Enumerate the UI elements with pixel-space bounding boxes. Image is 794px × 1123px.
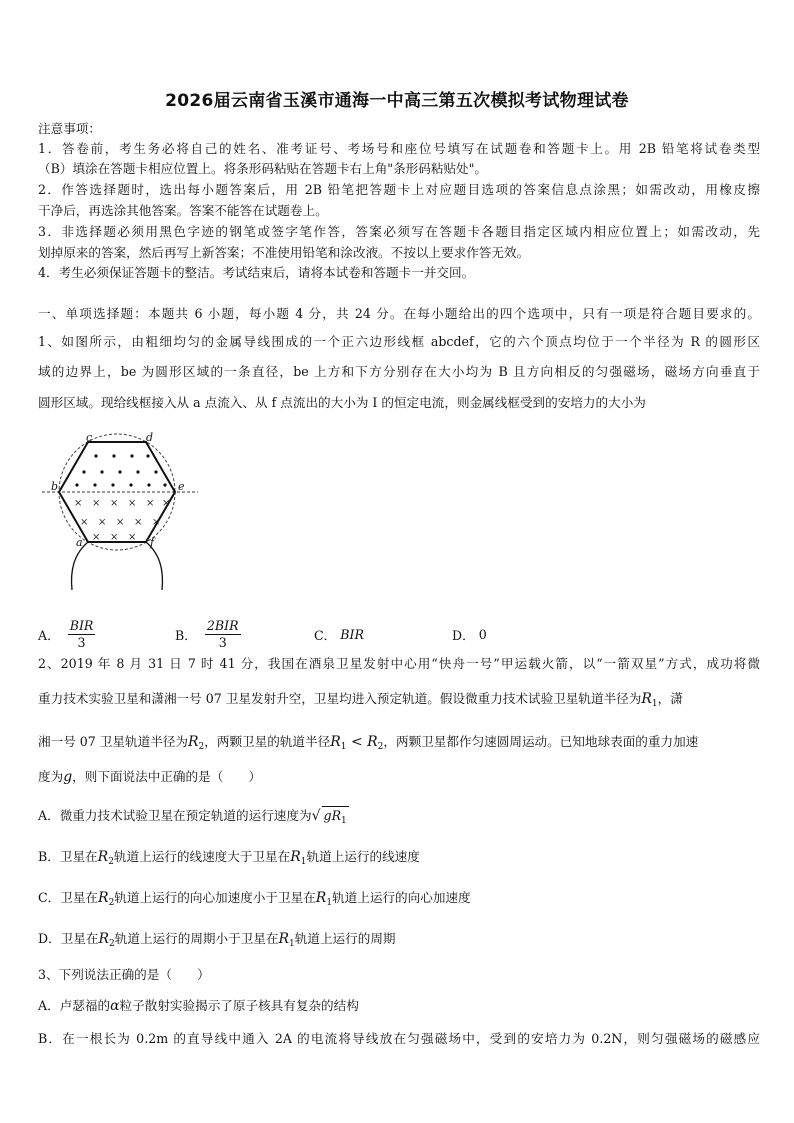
fraction — [205, 618, 241, 651]
fraction-denominator: 3 — [218, 634, 227, 650]
var-R: R — [278, 931, 290, 947]
notice-line: 2．作答选择题时，选出每小题答案后，用 2B 铅笔把答题卡上对应题目选项的答案信息点涂黑；如需改动，用橡皮擦 — [38, 182, 760, 197]
svg-text:×: × — [98, 517, 107, 528]
var-R: R — [315, 890, 327, 906]
text-run: 度为 — [38, 769, 64, 784]
subscript: 2 — [108, 857, 114, 867]
option-label: A． — [38, 627, 60, 643]
subscript: 1 — [341, 816, 347, 826]
q3-option-a — [38, 997, 760, 1015]
text-run: 轨道上运行的周期小于卫星在 — [114, 931, 279, 946]
text-run: 重力技术实验卫星和潇湘一号 07 卫星发射升空，卫星均进入预定轨道。假设微重力技术试验卫星轨道半径为 — [38, 691, 642, 706]
text-run: 轨道上运行的线速度大于卫星在 — [113, 849, 291, 864]
svg-text:×: × — [116, 517, 125, 528]
svg-text:×: × — [128, 498, 137, 509]
text-run: B．卫星在 — [38, 849, 98, 864]
math-var — [316, 890, 332, 906]
q1-figure — [40, 432, 200, 592]
notice-line: 1．答卷前，考生务必将自己的姓名、准考证号、考场号和座位号填写在试题卷和答题卡上。用 2B 铅笔将试卷类型 — [38, 141, 760, 156]
q1-option-c — [314, 612, 364, 656]
text-run: ，两颗卫星的轨道半径 — [204, 734, 331, 749]
q1-stem: 圆形区域。现给线框接入从 a 点流入、从 f 点流出的大小为 I 的恒定电流，则金属线框受到的安培力的大小为 — [38, 395, 646, 410]
q1-option-b — [175, 612, 241, 656]
svg-text:×: × — [110, 498, 119, 509]
var-g: g — [323, 808, 332, 823]
math-var — [98, 849, 114, 865]
text-run: 轨道上运行的周期 — [294, 931, 396, 946]
var-R: R — [98, 890, 109, 906]
text-run: 湘一号 07 卫星轨道半径为 — [38, 734, 188, 749]
vertex-label-e: e — [178, 480, 185, 493]
text-run: 轨道上运行的向心加速度 — [332, 890, 471, 905]
notice-line: 3．非选择题必须用黑色字迹的钢笔或签字笔作答，答案必须写在答题卡各题目指定区域内相应位置上；如需改动，先 — [38, 224, 760, 239]
q1-stem: 域的边界上，be 为圆形区域的一条直径，be 上方和下方分别存在大小均为 B 且方向相反的匀强磁场，磁场方向垂直于 — [38, 364, 760, 379]
svg-text:×: × — [146, 498, 155, 509]
text-run: 轨道上运行的向心加速度小于卫星在 — [114, 890, 316, 905]
vertex-label-a: a — [76, 536, 83, 549]
option-label: D． — [452, 627, 475, 643]
svg-text:×: × — [80, 517, 89, 528]
vertex-label-c: c — [86, 432, 93, 444]
q2-option-b — [38, 848, 760, 871]
var-R: R — [187, 734, 199, 750]
math-var — [641, 691, 657, 707]
var-R: R — [330, 734, 341, 750]
var-R: R — [98, 931, 110, 947]
text-run: 粒子散射实验揭示了原子核具有复杂的结构 — [119, 998, 359, 1013]
page-title: 2026届云南省玉溪市通海一中高三第五次模拟考试物理试卷 — [165, 91, 629, 111]
math-expr — [330, 734, 383, 750]
math-var — [188, 734, 204, 750]
var-R: R — [367, 734, 378, 750]
subscript: 1 — [326, 898, 333, 908]
notice-line: （B）填涂在答题卡相应位置上。将条形码粘贴在答题卡右上角"条形码粘贴处"。 — [38, 161, 488, 176]
q1-options — [38, 612, 760, 656]
q1-option-a — [38, 612, 95, 656]
svg-text:×: × — [134, 517, 143, 528]
sqrt-expr — [322, 806, 349, 830]
text-run: A．微重力技术试验卫星在预定轨道的运行速度为 — [38, 808, 312, 823]
option-label: C． — [314, 627, 337, 643]
option-label: B． — [175, 627, 197, 643]
var-R: R — [97, 849, 109, 865]
text-run: A．卢瑟福的 — [38, 998, 111, 1013]
svg-text:×: × — [152, 517, 161, 528]
math-var — [290, 849, 306, 865]
q2-stem — [38, 768, 760, 786]
var-R: R — [641, 691, 652, 707]
q3-stem: 3、下列说法正确的是（ ） — [38, 967, 210, 982]
fraction-denominator: 3 — [77, 634, 86, 650]
var-R: R — [331, 808, 342, 823]
subscript: 1 — [340, 742, 347, 752]
option-text: BIR — [340, 626, 364, 642]
subscript: 2 — [109, 939, 115, 949]
svg-text:×: × — [74, 498, 83, 509]
fraction-numerator: BIR — [69, 617, 94, 633]
var-g: g — [63, 769, 73, 785]
var-alpha: α — [110, 998, 120, 1014]
var-R: R — [290, 849, 301, 865]
q2-stem — [38, 733, 760, 756]
math-var — [98, 931, 114, 947]
text-run: ，则下面说法中正确的是（ ） — [72, 769, 262, 784]
q2-option-d — [38, 930, 760, 953]
fraction-numerator: 2BIR — [206, 617, 239, 633]
q1-option-d — [452, 612, 487, 656]
subscript: 1 — [300, 857, 307, 867]
subscript: 2 — [108, 898, 115, 908]
vertex-label-f: f — [150, 536, 155, 549]
q2-stem — [38, 690, 760, 713]
math-var — [98, 890, 114, 906]
q2-stem: 2、2019 年 8 月 31 日 7 时 41 分，我国在酒泉卫星发射中心用“快舟一号”甲运载火箭，以“一箭双星”方式，成功将微 — [38, 656, 760, 671]
option-text: 0 — [478, 626, 487, 642]
fraction — [68, 618, 96, 651]
text-run: ，潇 — [657, 691, 683, 706]
text-run: D．卫星在 — [38, 931, 99, 946]
q2-option-c — [38, 889, 760, 912]
text-run: ，两颗卫星都作匀速圆周运动。已知地球表面的重力加速 — [383, 734, 699, 749]
less-than: < — [350, 734, 363, 750]
notice-line: 划掉原来的答案，然后再写上新答案；不准使用铅笔和涂改液。不按以上要求作答无效。 — [38, 245, 530, 260]
svg-text:×: × — [92, 532, 101, 543]
svg-text:×: × — [162, 498, 171, 509]
q1-stem: 1、如图所示，由粗细均匀的金属导线围成的一个正六边形线框 abcdef，它的六个顶点均位于一个半径为 R 的圆形区 — [38, 334, 760, 349]
subscript: 1 — [289, 939, 295, 949]
text-run: 轨道上运行的线速度 — [306, 849, 420, 864]
math-var — [278, 931, 294, 947]
vertex-label-b: b — [51, 480, 59, 493]
q3-option-b: B．在一根长为 0.2m 的直导线中通入 2A 的电流将导线放在匀强磁场中，受到的安培力为 0.2N，则匀强磁场的磁感应 — [38, 1031, 760, 1046]
notice-heading: 注意事项： — [38, 121, 101, 136]
notice-line: 干净后，再选涂其他答案。答案不能答在试题卷上。 — [38, 203, 328, 218]
svg-text:×: × — [92, 498, 101, 509]
svg-text:×: × — [110, 532, 119, 543]
section-heading: 一、单项选择题：本题共 6 小题，每小题 4 分，共 24 分。在每小题给出的四个选项中，只有一项是符合题目要求的。 — [38, 306, 760, 321]
subscript: 2 — [198, 742, 205, 752]
text-run: C．卫星在 — [38, 890, 99, 905]
vertex-label-d: d — [146, 432, 154, 444]
subscript: 2 — [377, 742, 384, 752]
notice-line: 4．考生必须保证答题卡的整洁。考试结束后，请将本试卷和答题卡一并交回。 — [38, 265, 475, 280]
q2-option-a: A．微重力技术试验卫星在预定轨道的运行速度为√ $gR_1$ — [38, 806, 760, 830]
svg-text:×: × — [128, 532, 137, 543]
subscript: 1 — [651, 699, 658, 709]
